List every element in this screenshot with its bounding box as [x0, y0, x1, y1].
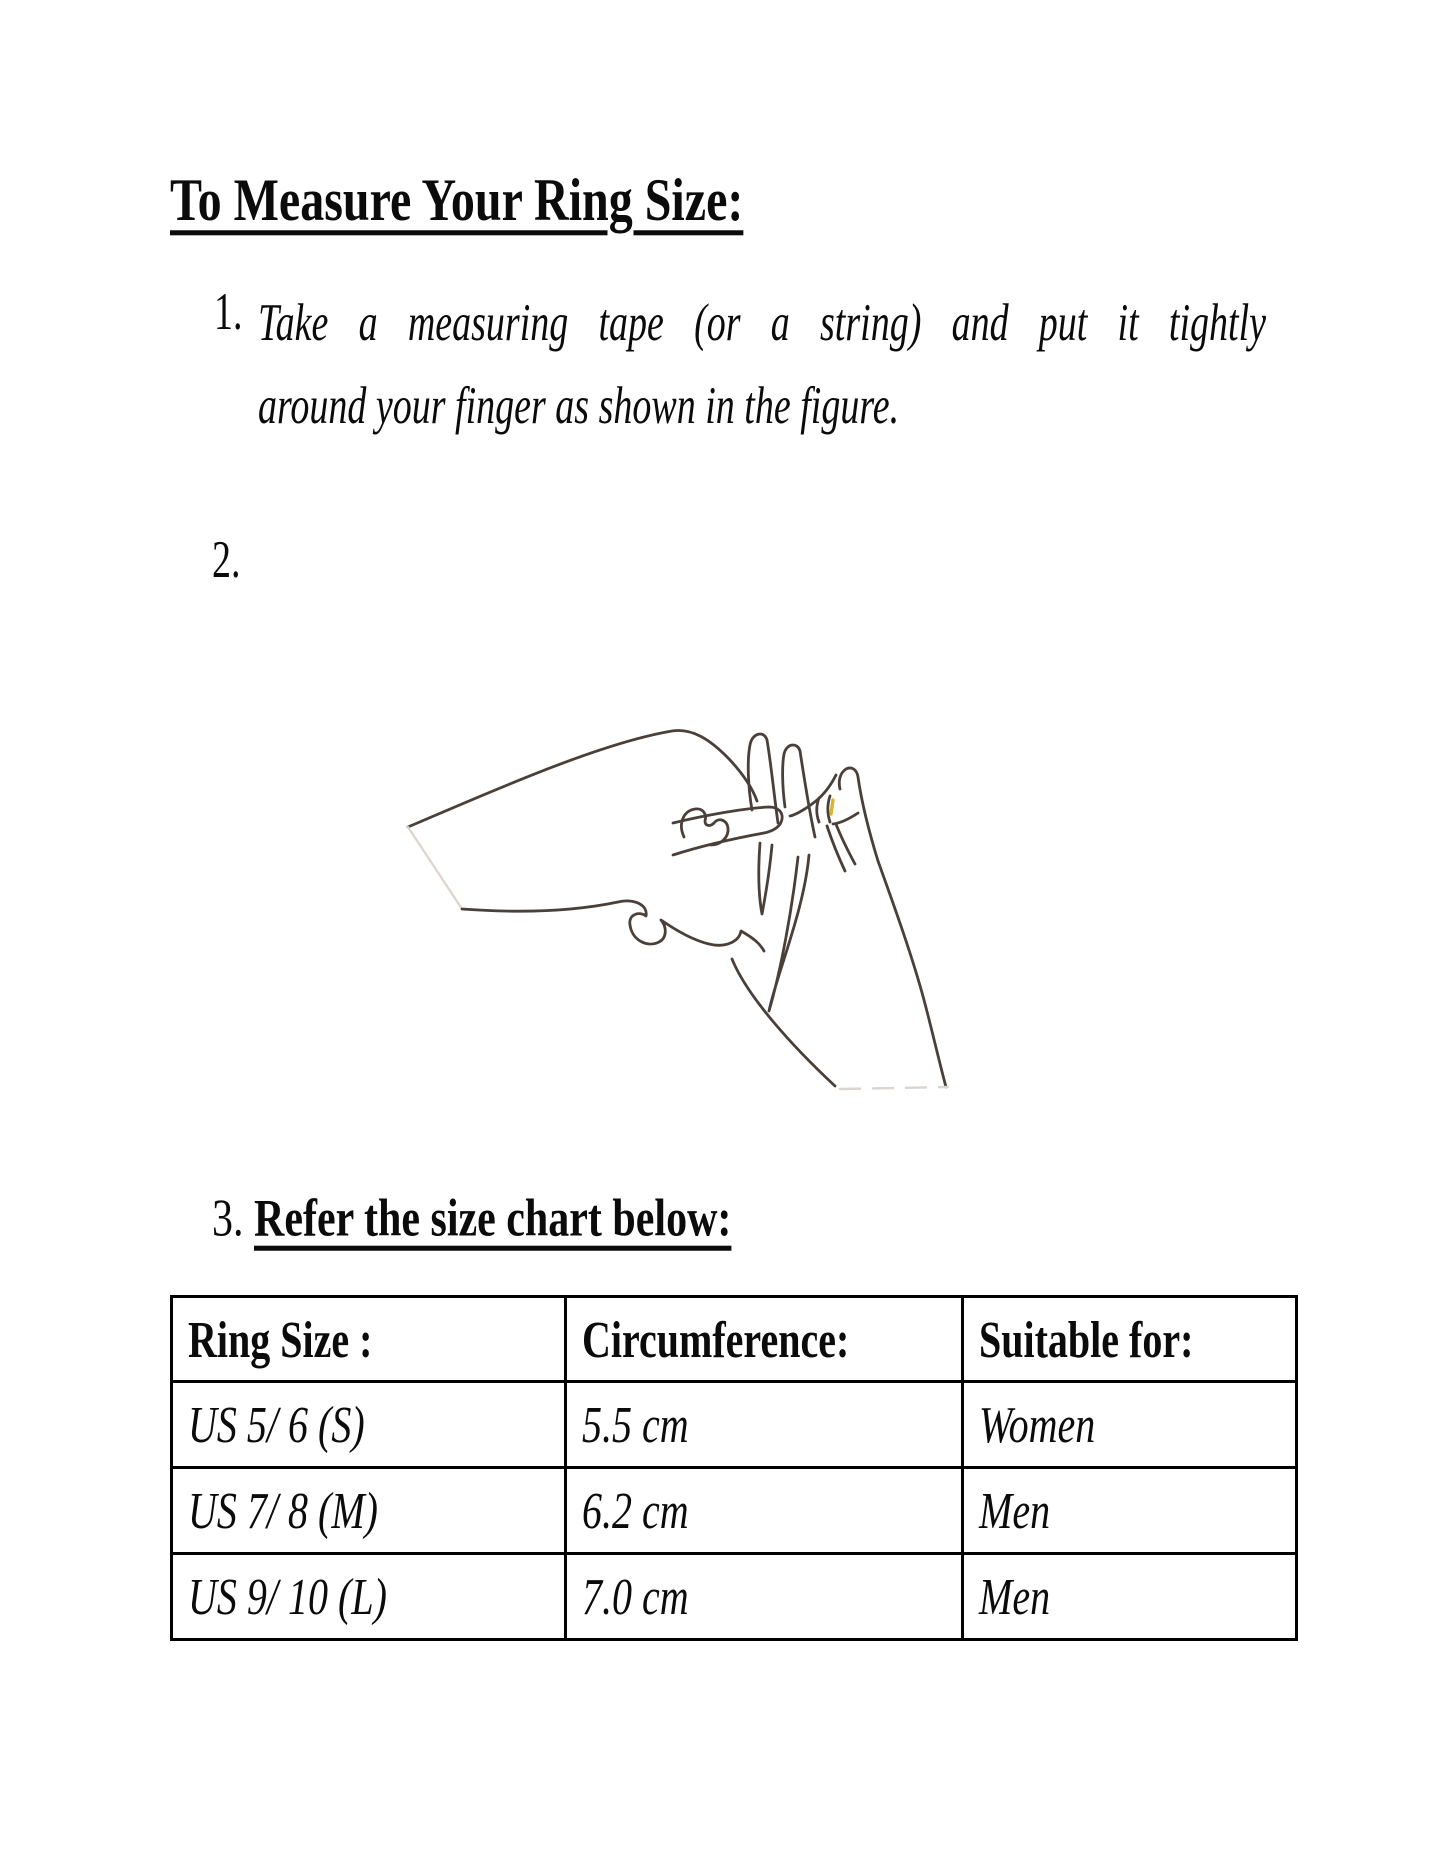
header-ring-size: Ring Size : [172, 1297, 566, 1382]
forearm-bottom-line [462, 902, 618, 911]
wrist-left-line [732, 959, 835, 1086]
cell-ring-size: US 7/ 8 (M) [172, 1468, 566, 1554]
step3-heading-text: Refer the size chart below: [254, 1190, 732, 1249]
step1-line1: Take a measuring tape (or a string) and put it tightly [258, 294, 1266, 353]
cell-suitable-for: Women [963, 1382, 1297, 1468]
finger2-lower-line [769, 855, 809, 1011]
cell-suitable-for: Men [963, 1554, 1297, 1640]
string-end1-line [827, 826, 845, 871]
palm-right-line [878, 861, 946, 1087]
page-title-text: To Measure Your Ring Size: [170, 167, 744, 235]
step1-line2: around your finger as shown in the figure. [258, 377, 900, 436]
step3-number: 3. [212, 1190, 244, 1249]
hand-measuring-illustration [400, 715, 965, 1105]
hand-illustration-svg [400, 715, 965, 1105]
upright-finger2-line [783, 745, 815, 837]
upright-finger1-line [748, 734, 778, 823]
header-suitable-for: Suitable for: [963, 1297, 1297, 1382]
step3-heading [212, 1189, 732, 1249]
cell-circumference: 6.2 cm [566, 1468, 963, 1554]
header-circumference: Circumference: [566, 1297, 963, 1382]
wrist-dashed-line [840, 1087, 948, 1089]
table-row [172, 1554, 1297, 1640]
cell-suitable-for: Men [963, 1468, 1297, 1554]
cell-circumference: 7.0 cm [566, 1554, 963, 1640]
string-band-left-line [817, 798, 819, 822]
page-title [170, 166, 744, 235]
string-gold-mark [831, 800, 833, 814]
cell-ring-size: US 9/ 10 (L) [172, 1554, 566, 1640]
table-header-row [172, 1297, 1297, 1382]
ring-finger-bottom-line [833, 813, 858, 824]
cell-ring-size: US 5/ 6 (S) [172, 1382, 566, 1468]
string-band-right-line [828, 796, 830, 822]
curled-fingers-line [618, 901, 764, 951]
table-row [172, 1382, 1297, 1468]
size-chart-table [170, 1295, 1298, 1641]
cell-circumference: 5.5 cm [566, 1382, 963, 1468]
forearm-cut-line [408, 827, 462, 909]
step1-text [258, 282, 1266, 436]
step2-number: 2. [212, 531, 241, 590]
step1-number: 1. [214, 283, 243, 342]
table-row [172, 1468, 1297, 1554]
finger1-lower-line [759, 843, 772, 914]
